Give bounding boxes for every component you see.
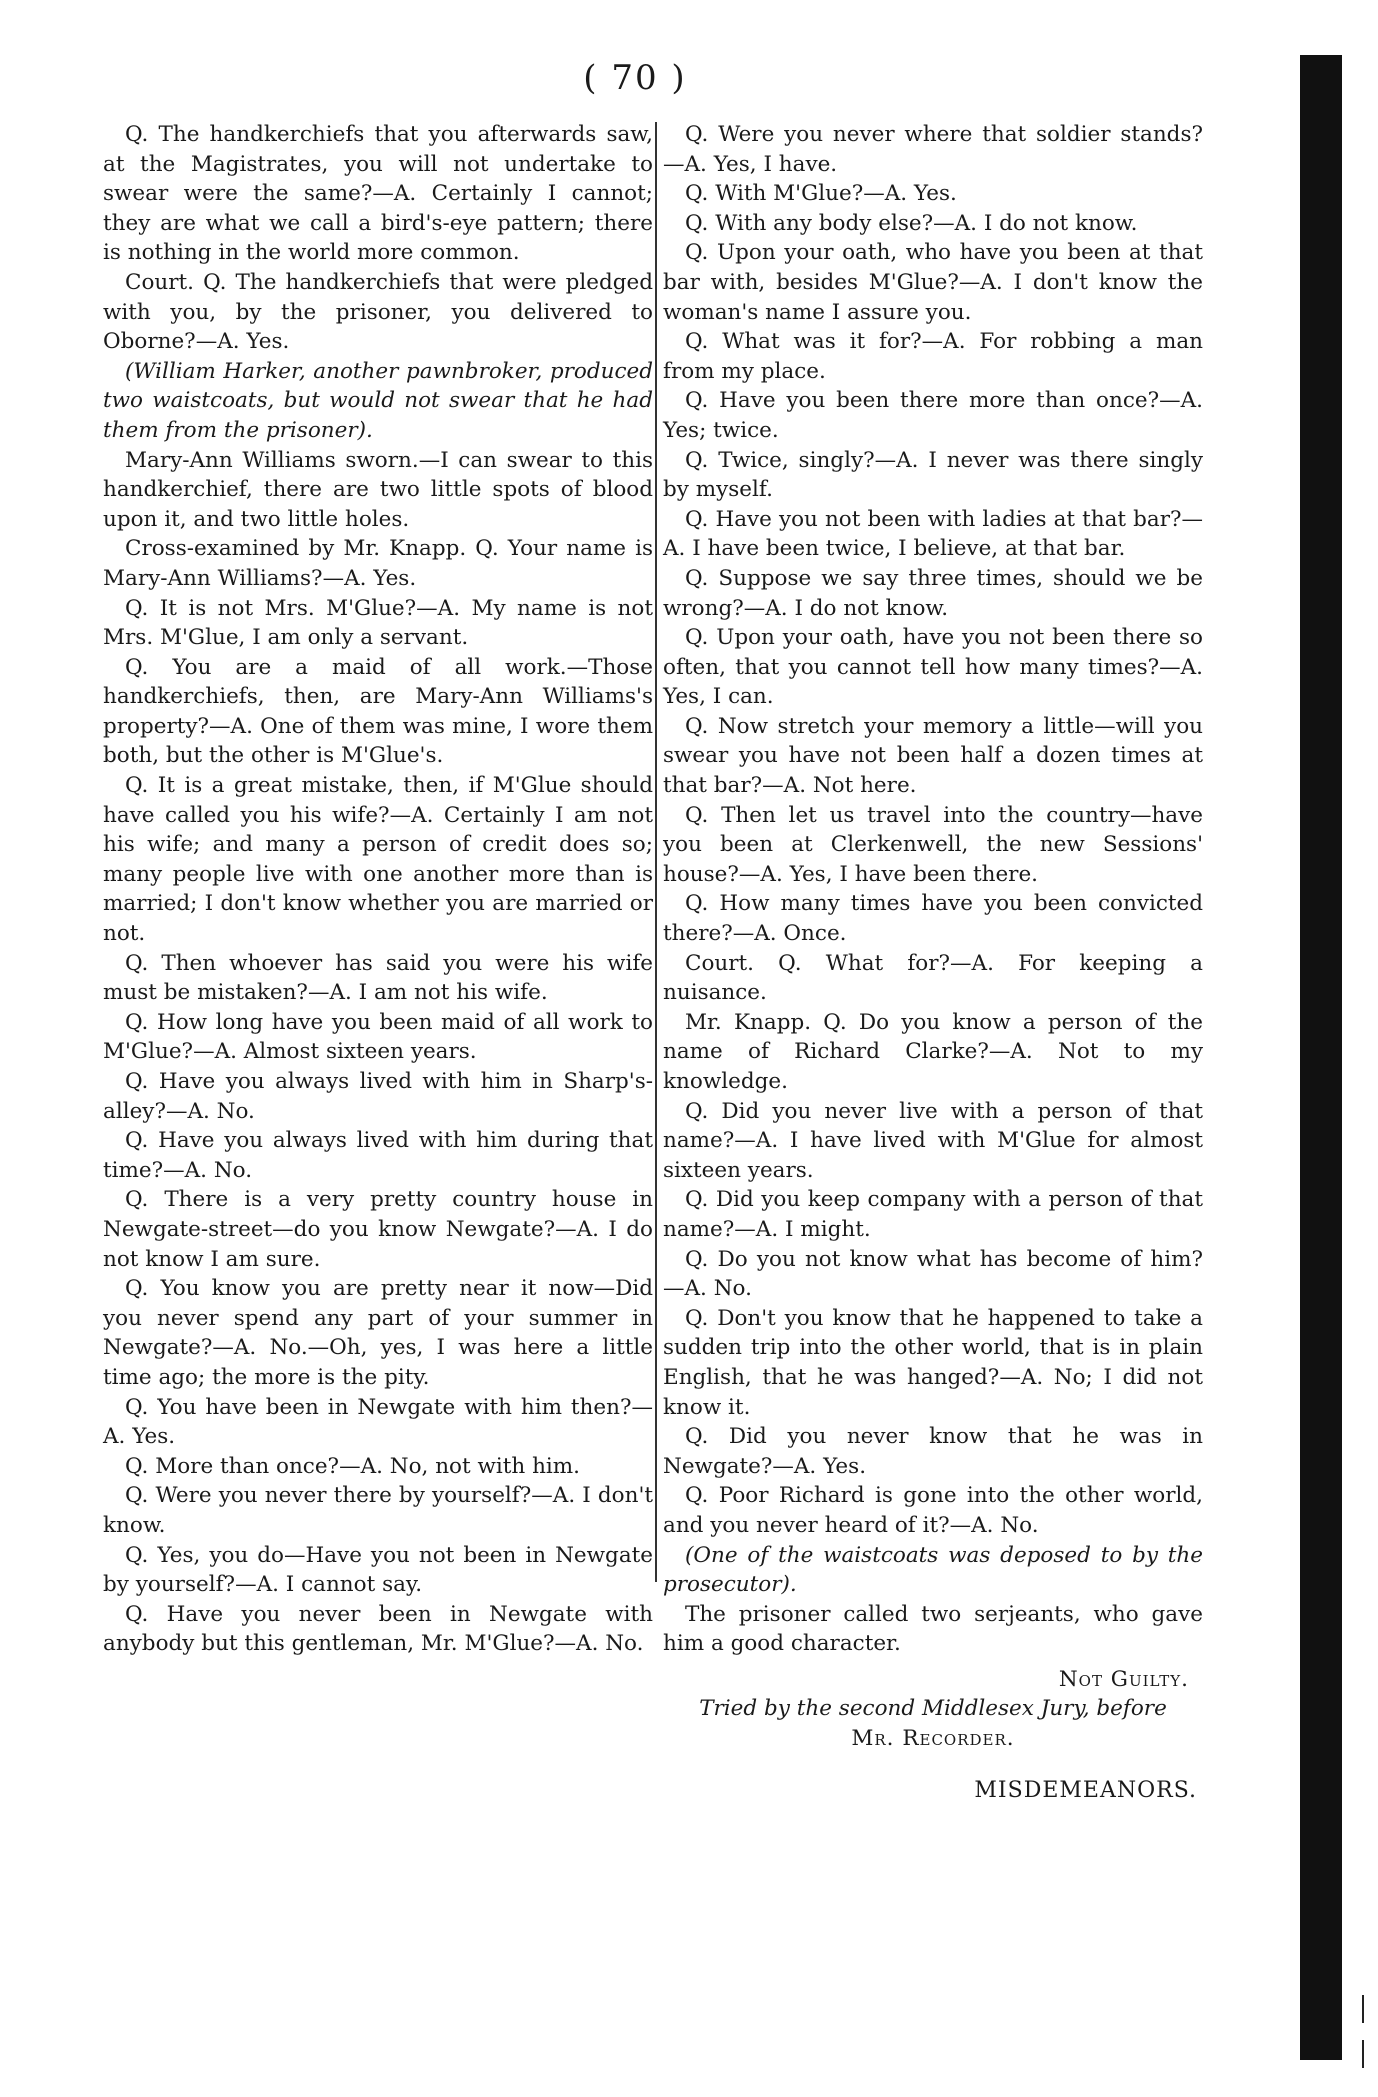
paragraph: Q. The handkerchiefs that you afterwards saw, at the Magistrates, you will not undertake to swear were the same?—A. Certainly I cannot; they are what we call a bird's-eye pattern; there is nothing in the world more common. (103, 122, 653, 266)
edge-mark (1362, 2040, 1364, 2068)
paragraph: Q. Poor Richard is gone into the other world, and you never heard of it?—A. No. (663, 1483, 1203, 1538)
paragraph: Q. Upon your oath, have you not been there so often, that you cannot tell how many times?—A. Yes, I can. (663, 625, 1203, 710)
paragraph: Q. Have you never been in Newgate with anybody but this gentleman, Mr. M'Glue?—A. No. (103, 1601, 653, 1657)
paragraph: Q. Don't you know that he happened to take a sudden trip into the other world, that is in plain English, that he was hanged?—A. No; I did not know it. (663, 1305, 1203, 1420)
tried-by-line: Tried by the second Middlesex Jury, before (699, 1696, 1167, 1722)
paragraph: Q. Were you never where that soldier stands?—A. Yes, I have. (663, 122, 1203, 177)
paragraph: Mary-Ann Williams sworn.—I can swear to this handkerchief, there are two little spots of blood upon it, and two little holes. (103, 447, 653, 532)
paragraph: Q. How long have you been maid of all work to M'Glue?—A. Almost sixteen years. (103, 1009, 653, 1065)
paragraph: Q. Have you always lived with him in Sharp's-alley?—A. No. (103, 1069, 653, 1124)
paragraph: Q. What was it for?—A. For robbing a man from my place. (663, 329, 1203, 384)
right-column (663, 120, 1203, 1805)
paragraph: Q. Twice, singly?—A. I never was there singly by myself. (663, 447, 1203, 503)
paragraph: Q. You are a maid of all work.—Those handkerchiefs, then, are Mary-Ann Williams's property?—A. One of them was mine, I wore them both, but the other is M'Glue's. (103, 654, 653, 769)
paragraph: Q. Have you always lived with him during that time?—A. No. (103, 1128, 653, 1183)
paragraph-italic: (William Harker, another pawnbroker, produced two waistcoats, but would not swear that he had them from the prisoner). (103, 358, 653, 443)
paragraph: Q. Now stretch your memory a little—will you swear you have not been half a dozen times at that bar?—A. Not here. (663, 713, 1203, 799)
verdict: Not Guilty. (1058, 1666, 1189, 1692)
paragraph: Court. Q. The handkerchiefs that were pledged with you, by the prisoner, you delivered to Oborne?—A. Yes. (103, 269, 653, 355)
paragraph: Q. There is a very pretty country house in Newgate-street—do you know Newgate?—A. I do not know I am sure. (103, 1187, 653, 1272)
paragraph: Q. Do you not know what has become of him?—A. No. (663, 1246, 1203, 1302)
paragraph: Court. Q. What for?—A. For keeping a nuisance. (663, 950, 1203, 1006)
edge-mark (1362, 1995, 1364, 2023)
paragraph: Mr. Knapp. Q. Do you know a person of the name of Richard Clarke?—A. Not to my knowledge. (663, 1009, 1203, 1094)
paragraph: Q. Did you never know that he was in Newgate?—A. Yes. (663, 1424, 1203, 1479)
tried-by-recorder: Mr. Recorder. (851, 1726, 1015, 1752)
paragraph: Q. More than once?—A. No, not with him. (125, 1453, 581, 1479)
left-column (103, 120, 653, 1659)
paragraph: Q. Yes, you do—Have you not been in Newgate by yourself?—A. I cannot say. (103, 1542, 653, 1598)
paragraph: Q. Upon your oath, who have you been at that bar with, besides M'Glue?—A. I don't know the woman's name I assure you. (663, 240, 1203, 325)
paragraph: Q. You have been in Newgate with him then?—A. Yes. (103, 1394, 653, 1450)
paragraph: Q. It is not Mrs. M'Glue?—A. My name is not Mrs. M'Glue, I am only a servant. (103, 595, 653, 651)
column-divider (655, 122, 657, 1582)
paragraph: Q. Did you never live with a person of that name?—A. I have lived with M'Glue for almost sixteen years. (663, 1098, 1203, 1183)
paragraph: Q. Have you not been with ladies at that bar?—A. I have been twice, I believe, at that bar. (663, 506, 1203, 562)
paragraph: Q. Were you never there by yourself?—A. I don't know. (103, 1483, 653, 1538)
paragraph: The prisoner called two serjeants, who gave him a good character. (663, 1601, 1203, 1657)
section-heading: MISDEMEANORS. (974, 1777, 1197, 1803)
paragraph: Q. You know you are pretty near it now—Did you never spend any part of your summer in Newgate?—A. No.—Oh, yes, I was here a little time ago; the more is the pity. (103, 1276, 653, 1390)
paragraph: Q. With any body else?—A. I do not know. (685, 210, 1138, 236)
paragraph: Q. Have you been there more than once?—A. Yes; twice. (663, 388, 1203, 443)
paragraph: Q. Then let us travel into the country—have you been at Clerkenwell, the new Sessions' house?—A. Yes, I have been there. (663, 802, 1203, 887)
paragraph: Q. With M'Glue?—A. Yes. (685, 181, 957, 207)
paragraph: Q. Suppose we say three times, should we be wrong?—A. I do not know. (663, 565, 1203, 621)
paragraph-italic: (One of the waistcoats was deposed to by the prosecutor). (663, 1542, 1203, 1598)
paragraph: Q. It is a great mistake, then, if M'Glue should have called you his wife?—A. Certainly I am not his wife; and many a person of credit does so; many people live with one another more than is married; I don't know whether you are married or not. (103, 773, 653, 947)
paragraph: Cross-examined by Mr. Knapp. Q. Your name is Mary-Ann Williams?—A. Yes. (103, 536, 653, 591)
paragraph: Q. Then whoever has said you were his wife must be mistaken?—A. I am not his wife. (103, 950, 653, 1006)
paragraph: Q. How many times have you been convicted there?—A. Once. (663, 891, 1203, 947)
page-number: ( 70 ) (583, 58, 687, 98)
page-edge-shadow (1300, 55, 1342, 2060)
paragraph: Q. Did you keep company with a person of that name?—A. I might. (663, 1187, 1203, 1242)
